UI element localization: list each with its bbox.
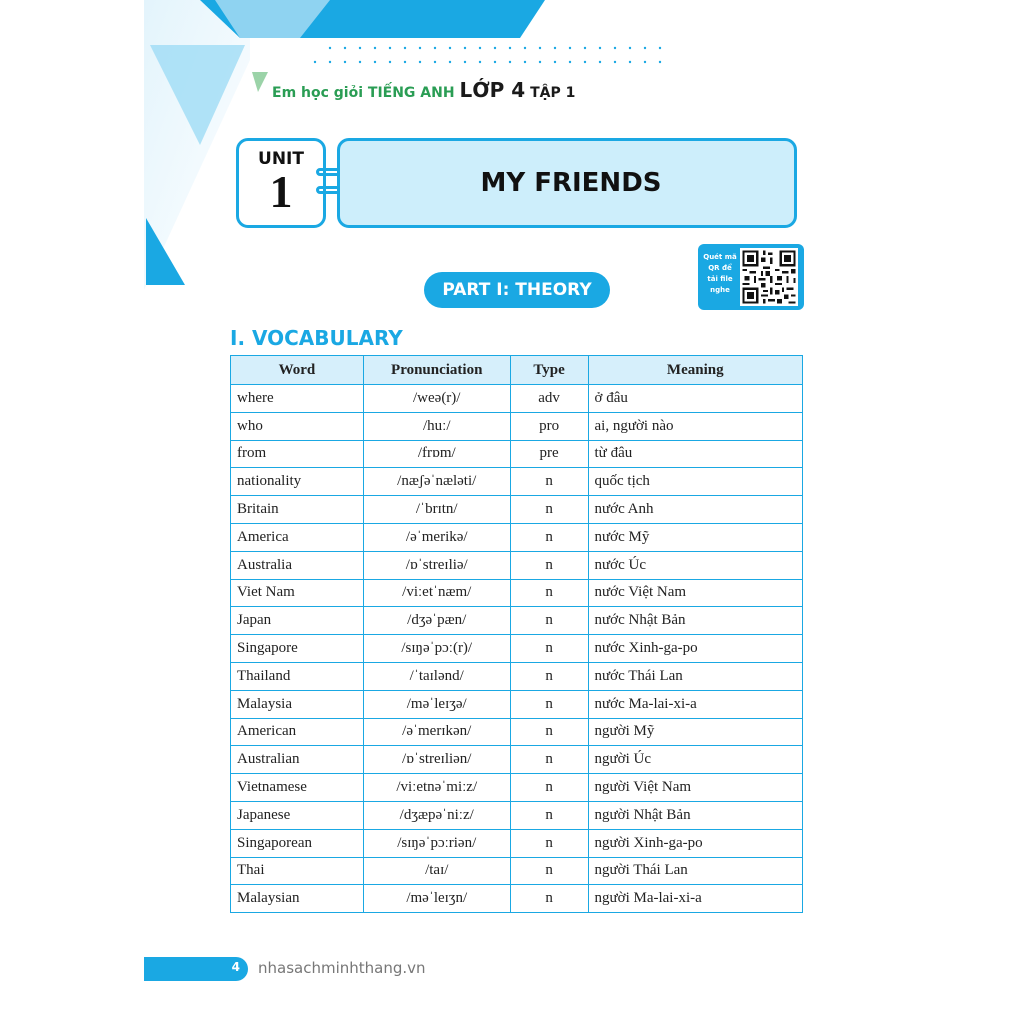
column-header-word: Word <box>231 356 364 385</box>
meaning-cell: người Xinh-ga-po <box>588 829 802 857</box>
type-cell: n <box>510 857 588 885</box>
type-cell: n <box>510 774 588 802</box>
meaning-cell: từ đâu <box>588 440 802 468</box>
table-row <box>231 468 803 496</box>
table-row <box>231 746 803 774</box>
meaning-cell: nước Úc <box>588 551 802 579</box>
footer-page-tab <box>144 957 248 981</box>
type-cell: n <box>510 690 588 718</box>
word-cell: Thailand <box>231 662 364 690</box>
unit-title-box <box>337 138 797 228</box>
table-row <box>231 690 803 718</box>
type-cell: n <box>510 746 588 774</box>
word-cell: America <box>231 523 364 551</box>
pronunciation-cell: /ˈtaɪlənd/ <box>363 662 510 690</box>
green-arrow-shape <box>252 72 268 92</box>
word-cell: Japanese <box>231 801 364 829</box>
unit-number: 1 <box>269 166 293 217</box>
qr-panel <box>698 244 804 310</box>
column-header-pronunciation: Pronunciation <box>363 356 510 385</box>
meaning-cell: nước Thái Lan <box>588 662 802 690</box>
word-cell: Singaporean <box>231 829 364 857</box>
column-header-type: Type <box>510 356 588 385</box>
pronunciation-cell: /viːetˈnæm/ <box>363 579 510 607</box>
unit-label: UNIT <box>258 149 304 169</box>
series-grade: LỚP 4 <box>459 78 526 102</box>
word-cell: Malaysian <box>231 885 364 913</box>
table-row <box>231 662 803 690</box>
pronunciation-cell: /taɪ/ <box>363 857 510 885</box>
word-cell: Australia <box>231 551 364 579</box>
table-row <box>231 412 803 440</box>
type-cell: n <box>510 635 588 663</box>
pronunciation-cell: /əˈmerikə/ <box>363 523 510 551</box>
word-cell: Vietnamese <box>231 774 364 802</box>
table-row <box>231 607 803 635</box>
word-cell: Viet Nam <box>231 579 364 607</box>
type-cell: n <box>510 801 588 829</box>
table-row <box>231 551 803 579</box>
meaning-cell: người Việt Nam <box>588 774 802 802</box>
meaning-cell: nước Nhật Bản <box>588 607 802 635</box>
meaning-cell: người Mỹ <box>588 718 802 746</box>
word-cell: Australian <box>231 746 364 774</box>
vocabulary-table <box>230 355 803 913</box>
type-cell: n <box>510 662 588 690</box>
table-row <box>231 440 803 468</box>
table-row <box>231 635 803 663</box>
table-row <box>231 885 803 913</box>
word-cell: American <box>231 718 364 746</box>
type-cell: adv <box>510 385 588 413</box>
pronunciation-cell: /məˈleɪʒə/ <box>363 690 510 718</box>
word-cell: where <box>231 385 364 413</box>
pronunciation-cell: /næʃəˈnæləti/ <box>363 468 510 496</box>
table-row <box>231 857 803 885</box>
meaning-cell: nước Anh <box>588 496 802 524</box>
column-header-meaning: Meaning <box>588 356 802 385</box>
pronunciation-cell: /dʒæpəˈniːz/ <box>363 801 510 829</box>
table-row <box>231 579 803 607</box>
meaning-cell: quốc tịch <box>588 468 802 496</box>
part-label: PART I: THEORY <box>424 272 610 308</box>
word-cell: Malaysia <box>231 690 364 718</box>
pronunciation-cell: /sɪŋəˈpɔːriən/ <box>363 829 510 857</box>
type-cell: n <box>510 885 588 913</box>
unit-title: MY FRIENDS <box>480 168 662 198</box>
pronunciation-cell: /dʒəˈpæn/ <box>363 607 510 635</box>
publisher-website[interactable]: nhasachminhthang.vn <box>258 959 426 977</box>
word-cell: Britain <box>231 496 364 524</box>
type-cell: n <box>510 579 588 607</box>
pronunciation-cell: /ɒˈstreɪliə/ <box>363 551 510 579</box>
type-cell: n <box>510 829 588 857</box>
type-cell: pro <box>510 412 588 440</box>
meaning-cell: người Ma-lai-xi-a <box>588 885 802 913</box>
meaning-cell: người Thái Lan <box>588 857 802 885</box>
unit-badge <box>236 138 326 228</box>
pronunciation-cell: /huː/ <box>363 412 510 440</box>
meaning-cell: ai, người nào <box>588 412 802 440</box>
type-cell: n <box>510 523 588 551</box>
meaning-cell: nước Xinh-ga-po <box>588 635 802 663</box>
type-cell: n <box>510 718 588 746</box>
pronunciation-cell: /weə(r)/ <box>363 385 510 413</box>
type-cell: n <box>510 468 588 496</box>
series-title <box>272 78 575 102</box>
word-cell: Thai <box>231 857 364 885</box>
meaning-cell: nước Việt Nam <box>588 579 802 607</box>
table-header-row <box>231 356 803 385</box>
word-cell: nationality <box>231 468 364 496</box>
word-cell: who <box>231 412 364 440</box>
table-row <box>231 774 803 802</box>
table-row <box>231 718 803 746</box>
series-volume: TẬP 1 <box>530 85 576 101</box>
table-row <box>231 801 803 829</box>
pronunciation-cell: /viːetnəˈmiːz/ <box>363 774 510 802</box>
table-row <box>231 496 803 524</box>
table-row <box>231 523 803 551</box>
pronunciation-cell: /sɪŋəˈpɔː(r)/ <box>363 635 510 663</box>
meaning-cell: người Nhật Bản <box>588 801 802 829</box>
pronunciation-cell: /ɒˈstreɪliən/ <box>363 746 510 774</box>
meaning-cell: nước Ma-lai-xi-a <box>588 690 802 718</box>
pronunciation-cell: /məˈleɪʒn/ <box>363 885 510 913</box>
type-cell: pre <box>510 440 588 468</box>
type-cell: n <box>510 607 588 635</box>
type-cell: n <box>510 496 588 524</box>
meaning-cell: nước Mỹ <box>588 523 802 551</box>
pronunciation-cell: /ˈbrɪtn/ <box>363 496 510 524</box>
section-heading: I. VOCABULARY <box>230 326 403 350</box>
word-cell: Japan <box>231 607 364 635</box>
qr-code-icon[interactable] <box>740 248 798 306</box>
type-cell: n <box>510 551 588 579</box>
table-row <box>231 385 803 413</box>
dot-pattern <box>314 47 661 63</box>
pronunciation-cell: /frɒm/ <box>363 440 510 468</box>
series-prefix: Em học giỏi TIẾNG ANH <box>272 85 455 101</box>
pronunciation-cell: /əˈmerɪkən/ <box>363 718 510 746</box>
table-row <box>231 829 803 857</box>
qr-caption: Quét mã QR để tải file nghe <box>703 253 737 294</box>
meaning-cell: ở đâu <box>588 385 802 413</box>
meaning-cell: người Úc <box>588 746 802 774</box>
page-number: 4 <box>231 960 240 974</box>
word-cell: from <box>231 440 364 468</box>
word-cell: Singapore <box>231 635 364 663</box>
